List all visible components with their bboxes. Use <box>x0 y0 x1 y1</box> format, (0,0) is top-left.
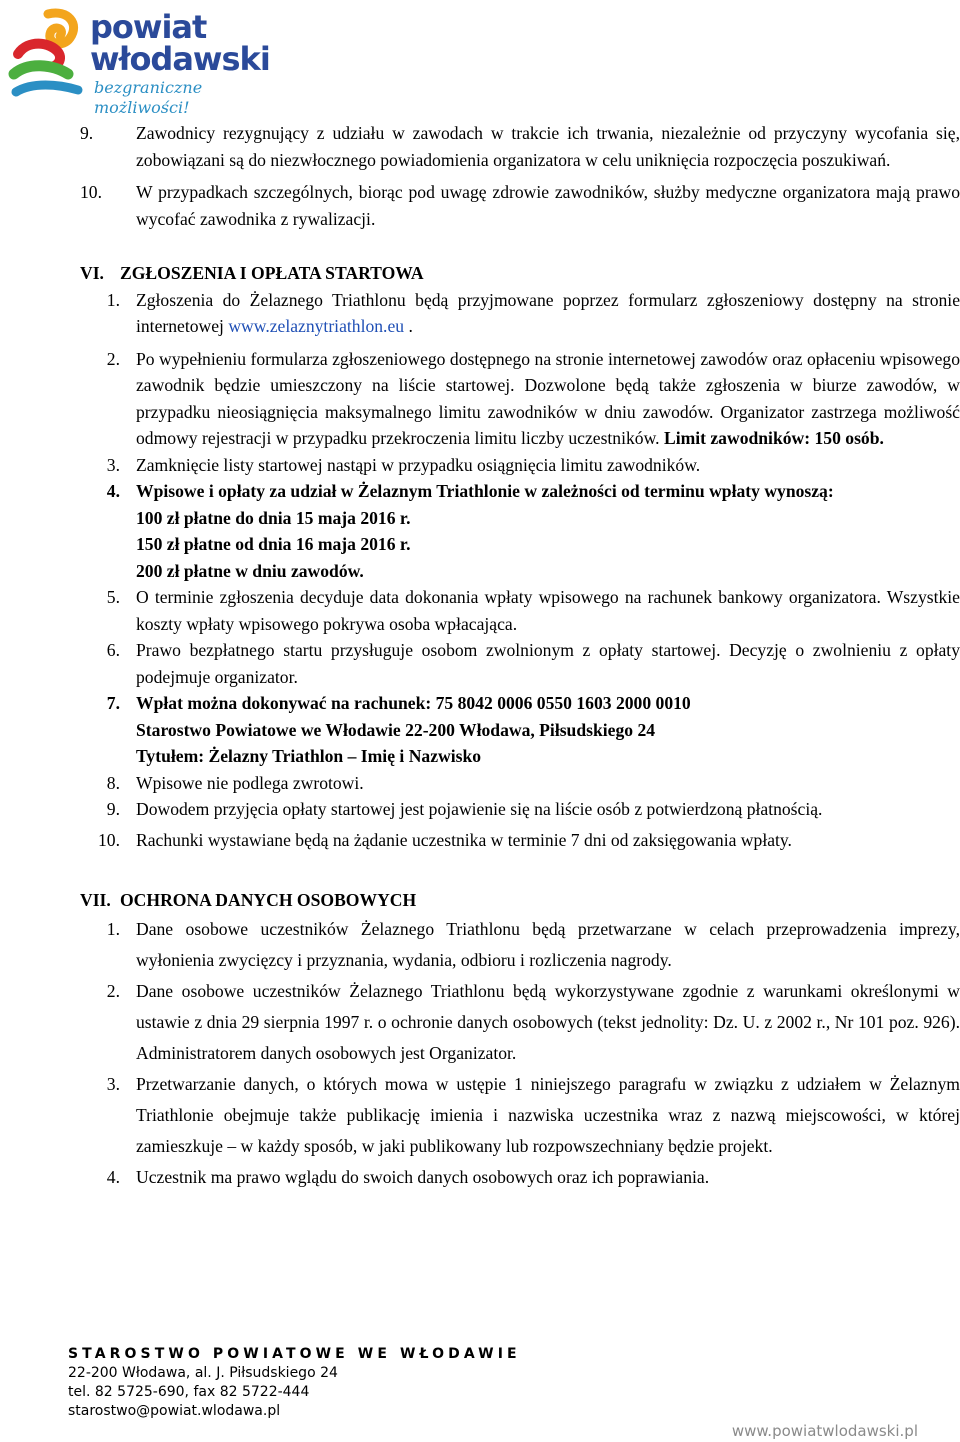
list-item <box>80 976 960 1069</box>
item-number: 4. <box>106 481 120 501</box>
item-number: 5. <box>106 587 120 607</box>
item-number: 10. <box>98 829 120 850</box>
footer-email[interactable]: starostwo@powiat.wlodawa.pl <box>68 1403 281 1419</box>
section-number: VII. <box>80 890 111 910</box>
footer-phone: tel. 82 5725-690, fax 82 5722-444 <box>68 1384 310 1400</box>
item-text: O terminie zgłoszenia decyduje data dokonania wpłaty wpisowego na rachunek bankowy organizatora. Wszystkie koszty wpłaty wpisowego pokrywa osoba wpłacająca. <box>136 587 960 634</box>
list-item <box>80 452 960 479</box>
item-text: Zgłoszenia do Żelaznego Triathlonu będą przyjmowane poprzez formularz zgłoszeniowy dostępny na stronie internetowej <box>136 289 960 336</box>
item-number: 1. <box>106 289 120 310</box>
payment-line: Starostwo Powiatowe we Włodawie 22-200 Włodawa, Piłsudskiego 24 <box>136 719 656 740</box>
list-item <box>80 287 960 340</box>
item-number: 9. <box>106 799 120 819</box>
item-text: Dowodem przyjęcia opłaty startowej jest pojawienie się na liście osób z potwierdzoną płatnością. <box>136 799 823 819</box>
item-number: 6. <box>106 640 120 660</box>
footer-website[interactable]: www.powiatwlodawski.pl <box>731 1422 918 1440</box>
website-link[interactable]: www.zelaznytriathlon.eu <box>228 316 405 336</box>
list-item <box>80 346 960 452</box>
item-number: 1. <box>106 918 120 939</box>
item-text: Zawodnicy rezygnujący z udziału w zawodach w trakcie ich trwania, niezależnie od przyczyny wycofania się, zobowiązani są do niezwłocznego powiadomienia organizatora w celu uniknięcia rozpoczęcia poszukiwań. <box>136 123 960 170</box>
item-text: Uczestnik ma prawo wglądu do swoich danych osobowych oraz ich poprawiania. <box>136 1166 710 1187</box>
item-number: 2. <box>106 348 120 369</box>
logo-swirl-icon <box>8 4 88 104</box>
footer-address: 22-200 Włodawa, al. J. Piłsudskiego 24 <box>68 1365 338 1381</box>
list-item <box>80 1069 960 1162</box>
list-item <box>80 914 960 976</box>
list-item <box>80 690 960 770</box>
item-text: Dane osobowe uczestników Żelaznego Triathlonu będą przetwarzane w celach przeprowadzenia imprezy, wyłonienia zwycięzcy i przyznania, wydania, odbioru i rozliczenia nagrody. <box>136 918 960 970</box>
item-number: 3. <box>106 1073 120 1094</box>
item-text: Przetwarzanie danych, o których mowa w ustępie 1 niniejszego paragrafu w związku z udziałem w Żelaznym Triathlonie obejmuje także publikację imienia i nazwiska uczestnika wraz z nazwą miejscowości, w której zamieszkuje – w każdy sposób, w jaki publikowany lub rozpowszechniany będzie projekt. <box>136 1073 960 1156</box>
logo-slogan: bezgraniczne możliwości! <box>94 78 203 117</box>
item-number: 2. <box>106 980 120 1001</box>
list-item <box>80 827 960 854</box>
item-number: 7. <box>106 693 120 713</box>
logo-line1: powiat <box>90 8 207 46</box>
item-number: 9. <box>80 123 94 143</box>
item-number: 8. <box>106 772 120 793</box>
section-number: VI. <box>80 263 104 283</box>
item-text: Prawo bezpłatnego startu przysługuje osobom zwolnionym z opłaty startowej. Decyzję o zwolnieniu z opłaty podejmuje organizator. <box>136 640 960 687</box>
item-text-after: . <box>404 316 413 336</box>
item-number: 10. <box>80 182 102 202</box>
list-item <box>80 120 960 173</box>
list-item <box>80 179 960 232</box>
section-title: OCHRONA DANYCH OSOBOWYCH <box>120 890 417 910</box>
page-footer <box>68 1344 948 1440</box>
fee-line: 150 zł płatne od dnia 16 maja 2016 r. <box>136 534 411 554</box>
item-text: Wpisowe nie podlega zwrotowi. <box>136 772 364 793</box>
list-item <box>80 770 960 797</box>
item-text: Zamknięcie listy startowej nastąpi w przypadku osiągnięcia limitu zawodników. <box>136 454 701 475</box>
section-heading-vii <box>80 887 960 914</box>
payment-line: Tytułem: Żelazny Triathlon – Imię i Nazwisko <box>136 746 482 766</box>
fee-line: Wpisowe i opłaty za udział w Żelaznym Triathlonie w zależności od terminu wpłaty wynoszą: <box>136 481 834 501</box>
document-body <box>80 120 960 1193</box>
list-item <box>80 637 960 690</box>
list-item <box>80 796 960 823</box>
item-text: W przypadkach szczególnych, biorąc pod uwagę zdrowie zawodników, służby medyczne organizatora mają prawo wycofać zawodnika z rywalizacji. <box>136 182 960 229</box>
list-item <box>80 584 960 637</box>
limit-text: Limit zawodników: 150 osób. <box>663 428 884 448</box>
footer-title: STAROSTWO POWIATOWE WE WŁODAWIE <box>68 1346 521 1362</box>
logo-line2: włodawski <box>90 40 270 78</box>
section-heading-vi <box>80 260 960 287</box>
fee-line: 200 zł płatne w dniu zawodów. <box>136 560 364 581</box>
payment-line: Wpłat można dokonywać na rachunek: 75 8042 0006 0550 1603 2000 0010 <box>136 693 691 713</box>
item-text: Rachunki wystawiane będą na żądanie uczestnika w terminie 7 dni od zaksięgowania wpłaty. <box>136 829 792 850</box>
fee-line: 100 zł płatne do dnia 15 maja 2016 r. <box>136 507 411 528</box>
item-text: Dane osobowe uczestników Żelaznego Triathlonu będą wykorzystywane zgodnie z warunkami określonymi w ustawie z dnia 29 sierpnia 1997 r. o ochronie danych osobowych (tekst jednolity: Dz. U. z 2002 r., Nr 101 poz. 926). Administratorem danych osobowych jest Organizator. <box>136 980 960 1063</box>
powiat-logo <box>8 4 298 117</box>
section-title: ZGŁOSZENIA I OPŁATA STARTOWA <box>120 263 424 283</box>
list-item <box>80 478 960 584</box>
item-number: 3. <box>106 454 120 475</box>
list-item <box>80 1162 960 1193</box>
item-text: Po wypełnieniu formularza zgłoszeniowego dostępnego na stronie internetowej zawodów oraz opłaceniu wpisowego zawodnik będzie umieszczony na liście startowej. Dozwolone będą także zgłoszenia w biurze zawodów, w przypadku nieosiągnięcia maksymalnego limitu zawodników w dniu zawodów. Organizator zastrzega możliwość odmowy rejestracji w przypadku przekroczenia limitu liczby uczestników. <box>136 348 960 448</box>
item-number: 4. <box>106 1166 120 1187</box>
